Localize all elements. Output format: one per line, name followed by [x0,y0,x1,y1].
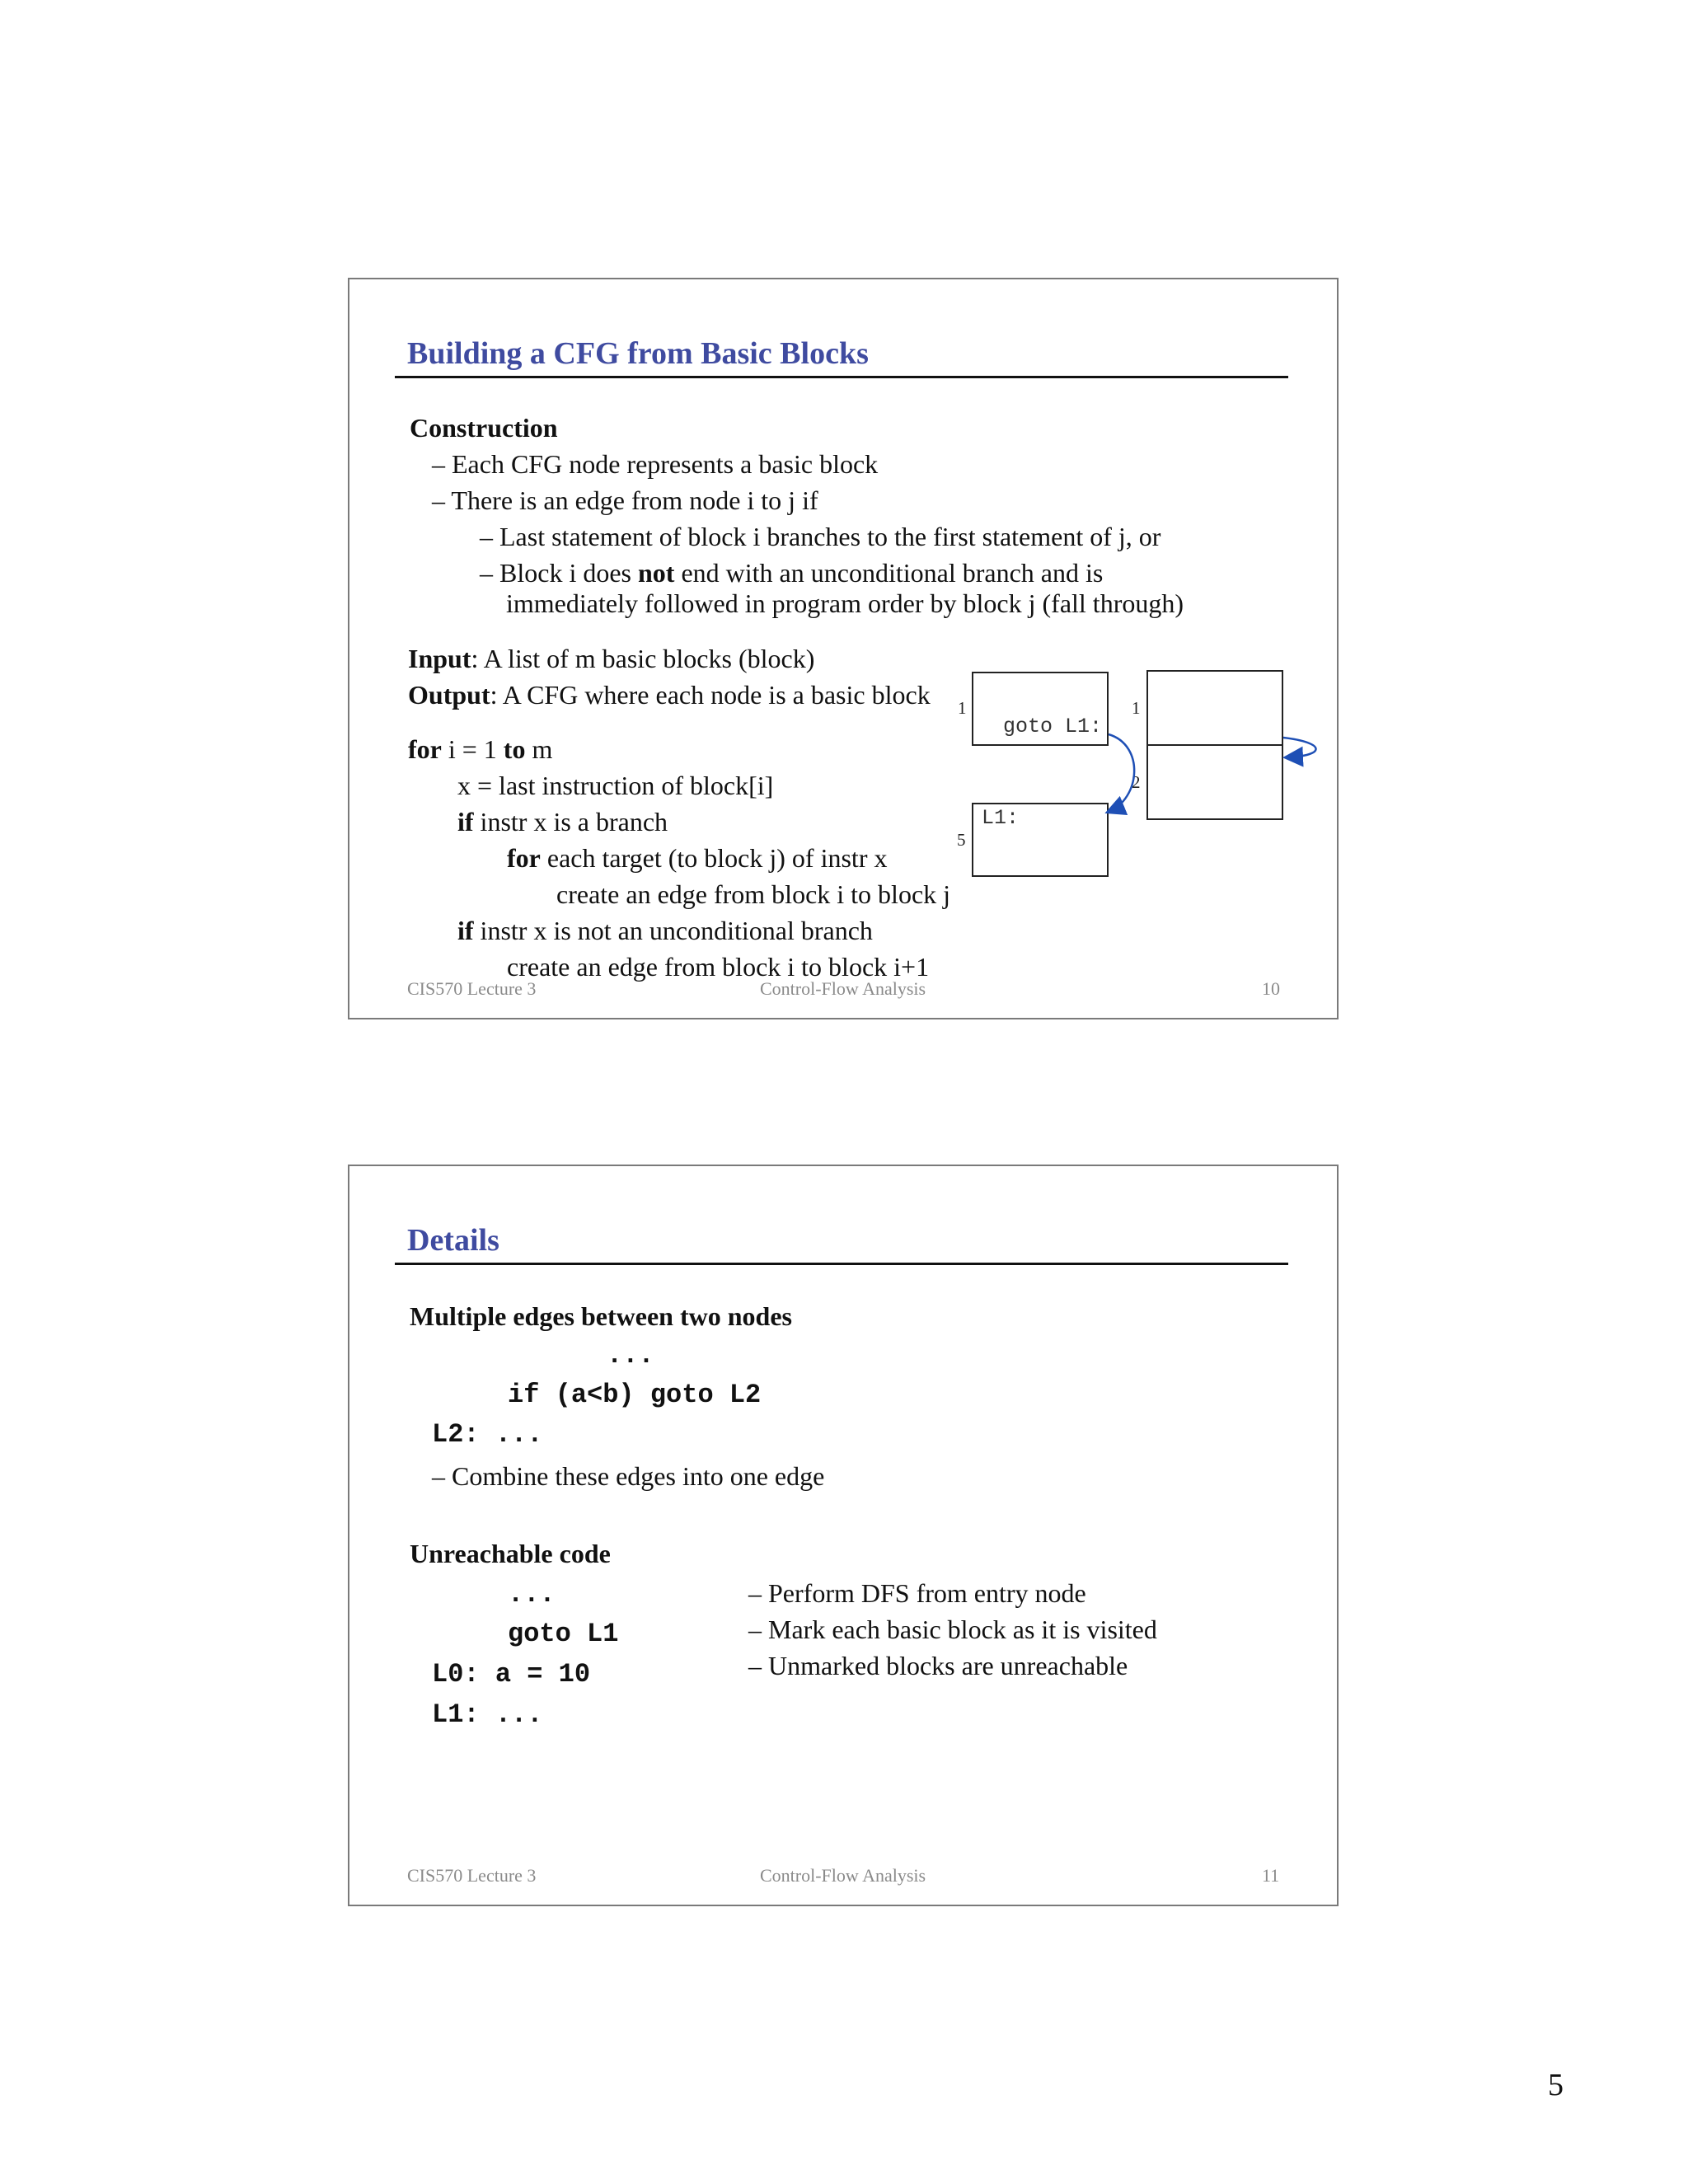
dfs-bullet: – Mark each basic block as it is visited [748,1615,1157,1644]
node-number: 1 [958,698,967,718]
algo-line: for each target (to block j) of instr x [507,843,888,873]
slide-cfg-building [348,278,1339,1019]
node-number: 2 [1132,772,1141,792]
dfs-bullet: – Unmarked blocks are unreachable [748,1651,1128,1680]
footer-course: CIS570 Lecture 3 [407,1865,537,1886]
slide-title: Details [407,1223,499,1258]
page-number: 5 [1548,2068,1564,2102]
sub-bullet-item: – Last statement of block i branches to the first statement of j, or [480,522,1161,551]
algo-line: create an edge from block i to block i+1 [507,952,930,982]
dfs-bullet: – Perform DFS from entry node [748,1578,1086,1608]
node-number: 5 [957,830,966,850]
cfg-edges [349,279,1337,1018]
multi-edges-heading: Multiple edges between two nodes [410,1301,792,1331]
goto-code: goto L1: [1003,715,1103,738]
sub-bullet-item: – Block i does not end with an unconditional branch and is [480,558,1104,588]
footer-slide-number: 10 [1262,978,1280,999]
footer-topic: Control-Flow Analysis [760,978,926,999]
node-number: 1 [1132,698,1141,718]
code-line: L0: a = 10 [432,1659,591,1690]
label-code: L1: [982,806,1020,830]
footer-slide-number: 11 [1262,1865,1280,1886]
code-line: ... [607,1340,654,1371]
algo-line: if instr x is not an unconditional branch [457,916,873,945]
code-line: goto L1 [508,1619,619,1649]
code-line: ... [508,1579,556,1610]
construction-heading: Construction [410,413,558,443]
unreachable-heading: Unreachable code [410,1539,611,1568]
title-rule [395,1263,1288,1265]
slide-title: Building a CFG from Basic Blocks [407,336,869,371]
footer-course: CIS570 Lecture 3 [407,978,537,999]
algo-line: if instr x is a branch [457,807,668,837]
algo-line: x = last instruction of block[i] [457,771,774,800]
algo-line: for i = 1 to m [408,734,553,764]
bullet-item: – There is an edge from node i to j if [432,485,818,515]
code-line: L1: ... [432,1699,543,1730]
bullet-item: – Each CFG node represents a basic block [432,449,879,479]
footer-topic: Control-Flow Analysis [760,1865,926,1886]
branch-edge [1109,734,1134,812]
code-line: L2: ... [432,1419,543,1450]
input-line: Input: A list of m basic blocks (block) [408,644,815,673]
output-line: Output: A CFG where each node is a basic block [408,680,931,710]
slide-details [348,1165,1339,1906]
code-line: if (a<b) goto L2 [508,1380,762,1410]
sub-bullet-continuation: immediately followed in program order by block j (fall through) [506,588,1184,618]
bullet-item: – Combine these edges into one edge [432,1461,825,1491]
self-loop-edge [1283,738,1316,757]
algo-line: create an edge from block i to block j [556,879,951,909]
